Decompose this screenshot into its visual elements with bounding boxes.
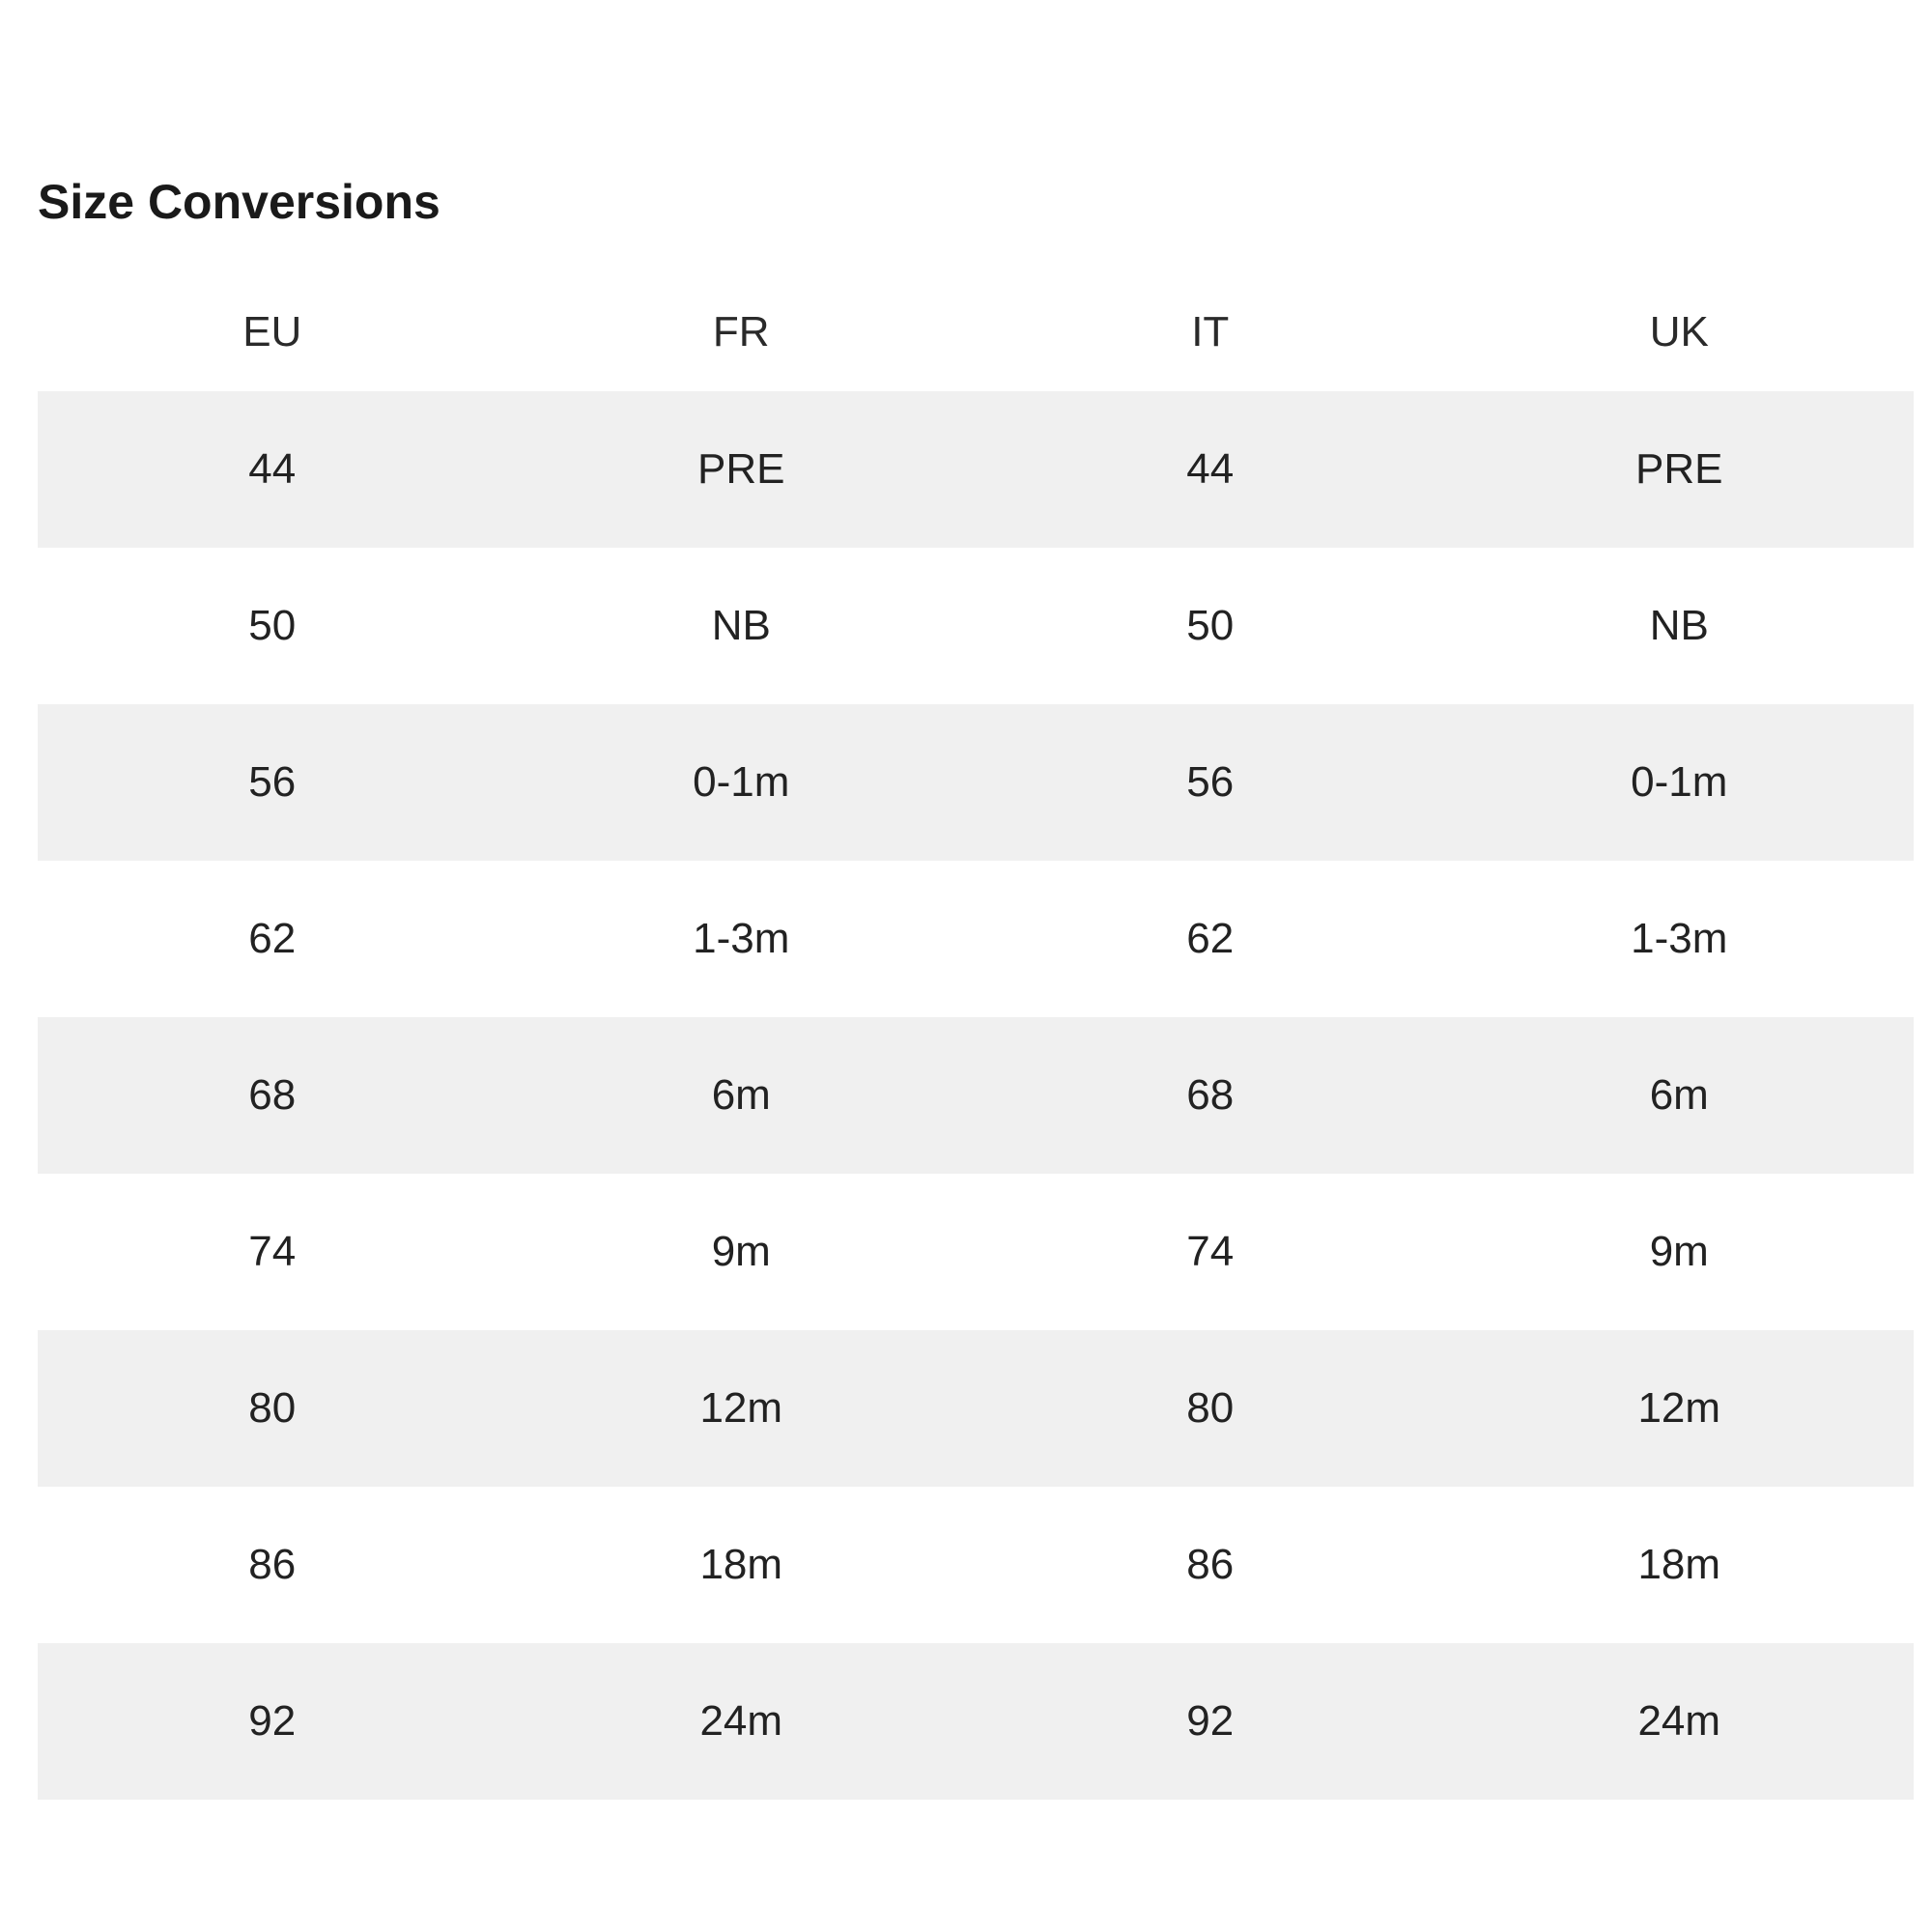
cell-uk: 12m [1637, 1384, 1721, 1432]
cell-uk: 0-1m [1631, 758, 1728, 806]
cell-it: 62 [1186, 915, 1235, 962]
cell-fr: 0-1m [693, 758, 790, 806]
panel-title: Size Conversions [38, 175, 440, 229]
cell-uk: 1-3m [1631, 915, 1728, 962]
cell-uk: 6m [1649, 1071, 1709, 1119]
table-row [38, 1017, 1914, 1174]
cell-it: 86 [1186, 1541, 1235, 1588]
cell-fr: PRE [697, 445, 785, 493]
cell-uk: 9m [1649, 1228, 1709, 1275]
table-row [38, 704, 1914, 861]
cell-it: 80 [1186, 1384, 1235, 1432]
cell-fr: 12m [699, 1384, 783, 1432]
cell-it: 74 [1186, 1228, 1235, 1275]
cell-fr: 9m [711, 1228, 771, 1275]
column-header-uk: UK [1649, 308, 1709, 355]
cell-it: 56 [1186, 758, 1235, 806]
cell-uk: 18m [1637, 1541, 1721, 1588]
cell-uk: PRE [1635, 445, 1723, 493]
cell-eu: 50 [248, 602, 297, 649]
cell-it: 92 [1186, 1697, 1235, 1745]
table-row [38, 861, 1914, 1017]
table-row [38, 1174, 1914, 1330]
cell-eu: 68 [248, 1071, 297, 1119]
cell-eu: 44 [248, 445, 297, 493]
table-row [38, 1330, 1914, 1487]
cell-eu: 86 [248, 1541, 297, 1588]
cell-uk: NB [1649, 602, 1709, 649]
table-row [38, 1487, 1914, 1643]
cell-eu: 80 [248, 1384, 297, 1432]
cell-fr: 24m [699, 1697, 783, 1745]
size-conversions-panel [38, 164, 1914, 1745]
cell-eu: 92 [248, 1697, 297, 1745]
table-row [38, 1643, 1914, 1800]
cell-fr: NB [711, 602, 771, 649]
cell-fr: 18m [699, 1541, 783, 1588]
cell-eu: 74 [248, 1228, 297, 1275]
column-header-it: IT [1191, 308, 1230, 355]
cell-fr: 1-3m [693, 915, 790, 962]
cell-it: 68 [1186, 1071, 1235, 1119]
cell-it: 44 [1186, 445, 1235, 493]
cell-it: 50 [1186, 602, 1235, 649]
cell-eu: 62 [248, 915, 297, 962]
column-header-eu: EU [242, 308, 302, 355]
cell-eu: 56 [248, 758, 297, 806]
size-conversion-table [38, 273, 1914, 1800]
table-row [38, 548, 1914, 704]
cell-fr: 6m [711, 1071, 771, 1119]
table-header-row [38, 273, 1914, 391]
table-row [38, 391, 1914, 548]
column-header-fr: FR [712, 308, 770, 355]
cell-uk: 24m [1637, 1697, 1721, 1745]
